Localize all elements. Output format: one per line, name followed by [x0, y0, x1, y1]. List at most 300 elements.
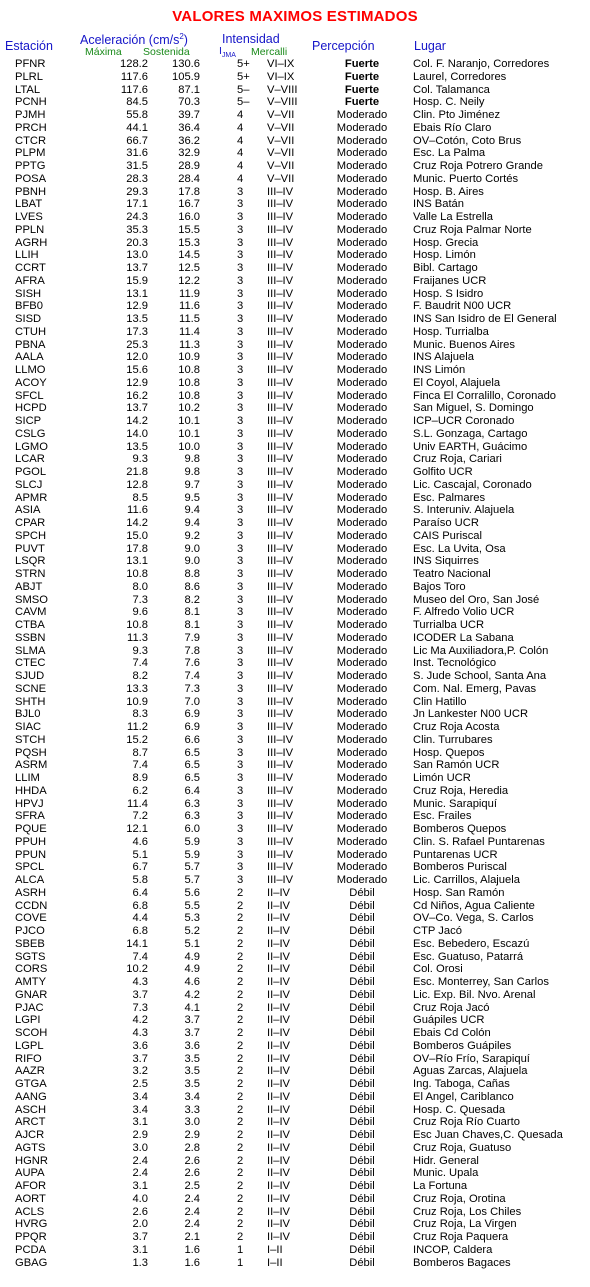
mercalli-intensity: II–IV — [267, 1218, 291, 1231]
sustained-acceleration: 12.2 — [178, 274, 200, 287]
table-row — [0, 530, 590, 543]
location: INS Limón — [413, 364, 466, 376]
mercalli-intensity: VI–IX — [267, 70, 295, 83]
location: Ebais Cd Colón — [413, 1027, 491, 1039]
perception: Moderado — [336, 606, 388, 619]
table-row — [0, 887, 590, 900]
mercalli-intensity: III–IV — [267, 823, 294, 835]
sustained-acceleration: 28.9 — [178, 160, 200, 172]
sustained-acceleration: 6.3 — [184, 810, 200, 823]
station-code: AJCR — [15, 1129, 45, 1141]
station-code: LLIH — [15, 249, 39, 262]
station-code: STRN — [15, 568, 46, 580]
mercalli-intensity: III–IV — [267, 568, 294, 580]
max-acceleration: 128.2 — [120, 58, 148, 70]
perception: Moderado — [336, 555, 388, 568]
table-row — [0, 84, 590, 97]
max-acceleration: 2.5 — [132, 1078, 148, 1090]
sustained-acceleration: 9.0 — [184, 555, 200, 568]
sustained-acceleration: 2.8 — [184, 1141, 200, 1154]
mercalli-intensity: II–IV — [267, 950, 291, 963]
perception: Débil — [349, 1027, 375, 1039]
jma-intensity: 3 — [237, 861, 244, 874]
mercalli-intensity: III–IV — [267, 338, 294, 351]
jma-intensity: 3 — [237, 185, 244, 198]
jma-intensity: 2 — [237, 976, 244, 988]
station-code: SLMA — [15, 644, 46, 657]
perception: Débil — [349, 1243, 375, 1256]
max-acceleration: 25.3 — [126, 338, 148, 351]
jma-intensity: 3 — [237, 848, 244, 861]
perception: Moderado — [336, 504, 388, 517]
station-code: STCH — [15, 733, 46, 746]
max-acceleration: 8.7 — [132, 746, 148, 759]
location: Cruz Roja Río Cuarto — [413, 1116, 520, 1129]
mercalli-intensity: II–IV — [267, 1154, 291, 1167]
jma-intensity: 3 — [237, 593, 244, 606]
station-code: ARCT — [15, 1116, 46, 1129]
jma-intensity: 3 — [237, 542, 244, 555]
perception: Moderado — [336, 121, 388, 134]
mercalli-intensity: III–IV — [267, 287, 294, 300]
mercalli-intensity: II–IV — [267, 988, 291, 1001]
max-acceleration: 117.6 — [120, 83, 148, 96]
jma-intensity: 2 — [237, 899, 244, 912]
sustained-acceleration: 11.4 — [179, 325, 200, 338]
station-code: PGOL — [15, 466, 47, 478]
jma-intensity: 3 — [237, 338, 244, 351]
station-code: SHTH — [15, 695, 46, 708]
perception: Moderado — [336, 478, 388, 491]
location: Bomberos Quepos — [413, 823, 507, 835]
perception: Moderado — [336, 211, 388, 223]
sustained-acceleration: 3.4 — [184, 1090, 200, 1103]
jma-intensity: 3 — [237, 415, 244, 427]
jma-intensity: 3 — [237, 682, 244, 695]
perception: Moderado — [336, 529, 388, 542]
location: Finca El Corralillo, Coronado — [413, 389, 557, 402]
table-row — [0, 696, 590, 709]
perception: Moderado — [336, 300, 388, 313]
table-row — [0, 288, 590, 301]
perception: Débil — [349, 1039, 375, 1052]
mercalli-intensity: III–IV — [267, 415, 294, 427]
sustained-acceleration: 7.3 — [184, 682, 200, 695]
jma-intensity: 4 — [237, 172, 244, 185]
sustained-acceleration: 2.6 — [184, 1154, 200, 1167]
location: Munic. Buenos Aires — [413, 338, 515, 351]
sustained-acceleration: 2.6 — [184, 1167, 200, 1180]
location: Clin. Pto Jiménez — [413, 109, 501, 121]
max-acceleration: 4.2 — [132, 1014, 148, 1027]
location: Munic. Sarapiquí — [413, 797, 497, 810]
perception: Débil — [349, 1231, 375, 1243]
perception: Moderado — [336, 325, 388, 338]
location: Clin Hatillo — [413, 695, 467, 708]
mercalli-intensity: III–IV — [267, 542, 294, 555]
max-acceleration: 3.7 — [132, 988, 148, 1001]
sustained-acceleration: 6.4 — [184, 784, 200, 797]
perception: Moderado — [336, 172, 388, 185]
table-row — [0, 326, 590, 339]
station-code: CPAR — [15, 517, 46, 529]
jma-intensity: 3 — [237, 759, 244, 772]
perception: Moderado — [336, 810, 388, 823]
sustained-acceleration: 9.8 — [184, 453, 200, 466]
jma-intensity: 3 — [237, 670, 244, 682]
sustained-acceleration: 5.9 — [184, 835, 200, 848]
jma-intensity: 2 — [237, 1078, 244, 1090]
table-row — [0, 555, 590, 568]
max-acceleration: 28.3 — [126, 172, 148, 185]
station-code: CSLG — [15, 427, 46, 440]
jma-intensity: 3 — [237, 364, 244, 376]
location: ICP–UCR Coronado — [413, 415, 515, 427]
location: INS San Isidro de El General — [413, 313, 557, 325]
location: Jn Lankester N00 UCR — [413, 708, 529, 721]
mercalli-intensity: II–IV — [267, 963, 291, 976]
location: Limón UCR — [413, 772, 471, 784]
max-acceleration: 11.2 — [127, 721, 148, 733]
sustained-acceleration: 4.9 — [184, 963, 200, 976]
perception: Moderado — [336, 733, 388, 746]
perception: Débil — [349, 1116, 375, 1129]
mercalli-intensity: III–IV — [267, 784, 294, 797]
max-acceleration: 4.3 — [132, 1027, 148, 1039]
perception: Moderado — [336, 338, 388, 351]
station-code: PLPM — [15, 147, 46, 160]
mercalli-intensity: II–IV — [267, 1129, 291, 1141]
jma-intensity: 3 — [237, 784, 244, 797]
station-code: SIAC — [15, 721, 42, 733]
station-code: ACLS — [15, 1205, 45, 1218]
header-lugar: Lugar — [414, 39, 446, 53]
location: S. Interuniv. Alajuela — [413, 504, 515, 517]
header-intensidad: Intensidad — [222, 32, 280, 46]
max-acceleration: 21.8 — [126, 466, 148, 478]
station-code: CTCR — [15, 134, 47, 147]
location: CTP Jacó — [413, 925, 462, 937]
sustained-acceleration: 11.6 — [179, 300, 200, 313]
max-acceleration: 6.4 — [132, 886, 148, 899]
perception: Moderado — [336, 721, 388, 733]
location: Museo del Oro, San José — [413, 593, 540, 606]
max-acceleration: 15.6 — [126, 364, 148, 376]
location: Fraijanes UCR — [413, 274, 487, 287]
station-code: ALCA — [15, 874, 45, 886]
max-acceleration: 12.8 — [126, 478, 148, 491]
perception: Débil — [349, 1014, 375, 1027]
location: Cruz Roja Jacó — [413, 1001, 490, 1014]
perception: Moderado — [336, 160, 388, 172]
sustained-acceleration: 105.9 — [172, 70, 200, 83]
table-row — [0, 249, 590, 262]
jma-intensity: 3 — [237, 300, 244, 313]
table-row — [0, 402, 590, 415]
perception: Moderado — [336, 147, 388, 160]
mercalli-intensity: V–VII — [267, 121, 295, 134]
mercalli-intensity: III–IV — [267, 427, 294, 440]
location: Lic. Exp. Bil. Nvo. Arenal — [413, 988, 536, 1001]
location: Clin. S. Rafael Puntarenas — [413, 835, 545, 848]
table-row — [0, 1091, 590, 1104]
station-code: ABJT — [15, 580, 43, 593]
table-row — [0, 1078, 590, 1091]
jma-intensity: 2 — [237, 988, 244, 1001]
station-code: PPLN — [15, 223, 45, 236]
jma-intensity: 3 — [237, 466, 244, 478]
location: Munic. Puerto Cortés — [413, 172, 519, 185]
table-row — [0, 300, 590, 313]
mercalli-intensity: II–IV — [267, 1052, 291, 1065]
location: Hosp. Quepos — [413, 746, 485, 759]
location: Hosp. C. Quesada — [413, 1103, 506, 1116]
jma-intensity: 3 — [237, 644, 244, 657]
table-row — [0, 58, 590, 71]
table-row — [0, 1027, 590, 1040]
perception: Débil — [349, 1129, 375, 1141]
max-acceleration: 9.3 — [132, 453, 148, 466]
jma-intensity: 3 — [237, 223, 244, 236]
location: Col. Talamanca — [413, 83, 490, 96]
max-acceleration: 6.2 — [132, 784, 148, 797]
location: S.L. Gonzaga, Cartago — [413, 427, 528, 440]
jma-intensity: 3 — [237, 695, 244, 708]
mercalli-intensity: III–IV — [267, 223, 294, 236]
jma-intensity: 3 — [237, 351, 244, 364]
station-code: PLRL — [15, 70, 43, 83]
table-row — [0, 466, 590, 479]
max-acceleration: 13.5 — [126, 440, 148, 453]
table-row — [0, 428, 590, 441]
location: San Miguel, S. Domingo — [413, 402, 534, 415]
header-maxima: Máxima — [85, 46, 122, 58]
table-row — [0, 275, 590, 288]
mercalli-intensity: III–IV — [267, 185, 294, 198]
max-acceleration: 3.1 — [132, 1243, 148, 1256]
max-acceleration: 24.3 — [126, 211, 148, 223]
perception: Moderado — [336, 440, 388, 453]
jma-intensity: 3 — [237, 478, 244, 491]
max-acceleration: 17.1 — [126, 198, 148, 211]
perception: Moderado — [336, 287, 388, 300]
jma-intensity: 3 — [237, 211, 244, 223]
station-code: AGTS — [15, 1141, 46, 1154]
jma-intensity: 3 — [237, 721, 244, 733]
perception: Moderado — [336, 274, 388, 287]
location: La Fortuna — [413, 1180, 468, 1192]
max-acceleration: 7.4 — [132, 759, 148, 772]
station-code: PBNH — [15, 185, 47, 198]
table-row — [0, 951, 590, 964]
jma-intensity: 3 — [237, 402, 244, 415]
perception: Moderado — [336, 542, 388, 555]
max-acceleration: 44.1 — [126, 121, 148, 134]
perception: Moderado — [336, 568, 388, 580]
mercalli-intensity: V–VII — [267, 160, 295, 172]
max-acceleration: 7.4 — [132, 950, 148, 963]
location: Cruz Roja Palmar Norte — [413, 223, 532, 236]
station-code: LVES — [15, 211, 43, 223]
mercalli-intensity: III–IV — [267, 351, 294, 364]
table-row — [0, 683, 590, 696]
location: OV–Co. Vega, S. Carlos — [413, 912, 534, 925]
mercalli-intensity: III–IV — [267, 580, 294, 593]
table-row — [0, 339, 590, 352]
location: Cruz Roja, Cariari — [413, 453, 502, 466]
max-acceleration: 15.2 — [126, 733, 148, 746]
station-code: CAVM — [15, 606, 47, 619]
table-row — [0, 351, 590, 364]
table-row — [0, 1244, 590, 1257]
station-code: SISH — [15, 287, 42, 300]
mercalli-intensity: III–IV — [267, 529, 294, 542]
jma-intensity: 3 — [237, 287, 244, 300]
mercalli-intensity: III–IV — [267, 300, 294, 313]
sustained-acceleration: 9.8 — [184, 466, 200, 478]
sustained-acceleration: 36.4 — [178, 121, 200, 134]
table-row — [0, 849, 590, 862]
sustained-acceleration: 28.4 — [178, 172, 200, 185]
station-code: PCNH — [15, 96, 47, 109]
max-acceleration: 15.9 — [126, 274, 148, 287]
station-code: LCAR — [15, 453, 45, 466]
mercalli-intensity: III–IV — [267, 517, 294, 529]
mercalli-intensity: III–IV — [267, 262, 294, 274]
sustained-acceleration: 4.2 — [184, 988, 200, 1001]
location: Valle La Estrella — [413, 211, 494, 223]
station-code: SPCH — [15, 529, 47, 542]
station-code: COVE — [15, 912, 47, 925]
max-acceleration: 3.7 — [132, 1052, 148, 1065]
station-code: PCDA — [15, 1243, 47, 1256]
sustained-acceleration: 9.2 — [184, 529, 200, 542]
max-acceleration: 2.0 — [132, 1218, 148, 1231]
location: Esc. Guatuso, Patarrá — [413, 950, 524, 963]
station-code: PRCH — [15, 121, 47, 134]
perception: Moderado — [336, 835, 388, 848]
table-row — [0, 441, 590, 454]
perception: Fuerte — [344, 96, 380, 109]
sustained-acceleration: 1.6 — [184, 1243, 200, 1256]
perception: Moderado — [336, 453, 388, 466]
mercalli-intensity: III–IV — [267, 848, 294, 861]
jma-intensity: 3 — [237, 376, 244, 389]
table-row — [0, 1142, 590, 1155]
max-acceleration: 2.6 — [132, 1205, 148, 1218]
mercalli-intensity: III–IV — [267, 466, 294, 478]
mercalli-intensity: II–IV — [267, 925, 291, 937]
page-title: VALORES MAXIMOS ESTIMADOS — [172, 8, 418, 25]
max-acceleration: 66.7 — [126, 134, 148, 147]
mercalli-intensity: III–IV — [267, 644, 294, 657]
table-row — [0, 173, 590, 186]
perception: Moderado — [336, 670, 388, 682]
sustained-acceleration: 14.5 — [178, 249, 200, 262]
table-row — [0, 1053, 590, 1066]
max-acceleration: 10.8 — [126, 568, 148, 580]
table-row — [0, 772, 590, 785]
table-row — [0, 364, 590, 377]
perception: Moderado — [336, 427, 388, 440]
table-row — [0, 810, 590, 823]
perception: Moderado — [336, 784, 388, 797]
station-code: CCDN — [15, 899, 48, 912]
mercalli-intensity: II–IV — [267, 912, 291, 925]
sustained-acceleration: 5.6 — [184, 886, 200, 899]
station-code: RIFO — [15, 1052, 42, 1065]
perception: Débil — [349, 1218, 375, 1231]
table-row — [0, 1155, 590, 1168]
sustained-acceleration: 3.5 — [184, 1065, 200, 1078]
location: Cruz Roja, Guatuso — [413, 1141, 512, 1154]
mercalli-intensity: III–IV — [267, 274, 294, 287]
mercalli-intensity: III–IV — [267, 746, 294, 759]
jma-intensity: 3 — [237, 389, 244, 402]
location: San Ramón UCR — [413, 759, 500, 772]
jma-intensity: 2 — [237, 1001, 244, 1014]
location: Paraíso UCR — [413, 517, 479, 529]
table-row — [0, 211, 590, 224]
location: Esc Juan Chaves,C. Quesada — [413, 1129, 563, 1141]
location: F. Baudrit N00 UCR — [413, 300, 512, 313]
jma-intensity: 2 — [237, 1116, 244, 1129]
location: Laurel, Corredores — [413, 70, 507, 83]
jma-intensity: 3 — [237, 619, 244, 631]
jma-intensity: 2 — [237, 1039, 244, 1052]
station-code: SGTS — [15, 950, 46, 963]
max-acceleration: 3.1 — [132, 1116, 148, 1129]
mercalli-intensity: II–IV — [267, 1103, 291, 1116]
mercalli-intensity: III–IV — [267, 313, 294, 325]
location: Esc. Monterrey, San Carlos — [413, 976, 549, 988]
mercalli-intensity: II–IV — [267, 899, 291, 912]
location: Cd Niños, Agua Caliente — [413, 899, 535, 912]
perception: Moderado — [336, 657, 388, 670]
sustained-acceleration: 4.9 — [184, 950, 200, 963]
sustained-acceleration: 5.3 — [184, 912, 200, 925]
table-row — [0, 747, 590, 760]
sustained-acceleration: 5.1 — [184, 937, 200, 950]
mercalli-intensity: II–IV — [267, 1116, 291, 1129]
table-row — [0, 1180, 590, 1193]
perception: Moderado — [336, 644, 388, 657]
sustained-acceleration: 3.3 — [184, 1103, 200, 1116]
sustained-acceleration: 10.1 — [178, 427, 200, 440]
max-acceleration: 8.0 — [132, 580, 148, 593]
location: Cruz Roja Potrero Grande — [413, 160, 543, 172]
perception: Débil — [349, 976, 375, 988]
location: Esc. Palmares — [413, 491, 486, 504]
station-code: PJAC — [15, 1001, 44, 1014]
header-sostenida: Sostenida — [143, 46, 190, 58]
location: Hosp. B. Aires — [413, 185, 484, 198]
jma-intensity: 2 — [237, 1218, 244, 1231]
table-row — [0, 479, 590, 492]
station-code: AMTY — [15, 976, 47, 988]
location: Bomberos Bagaces — [413, 1256, 511, 1269]
location: Turrialba UCR — [413, 619, 485, 631]
mercalli-intensity: II–IV — [267, 976, 291, 988]
station-code: LGMO — [15, 440, 48, 453]
location: Bomberos Puriscal — [413, 861, 507, 874]
jma-intensity: 3 — [237, 606, 244, 619]
station-code: PJCO — [15, 925, 45, 937]
header-mercalli: Mercalli — [251, 46, 288, 58]
location: Hosp. C. Neily — [413, 96, 485, 109]
max-acceleration: 7.3 — [132, 593, 148, 606]
max-acceleration: 13.7 — [126, 402, 148, 415]
